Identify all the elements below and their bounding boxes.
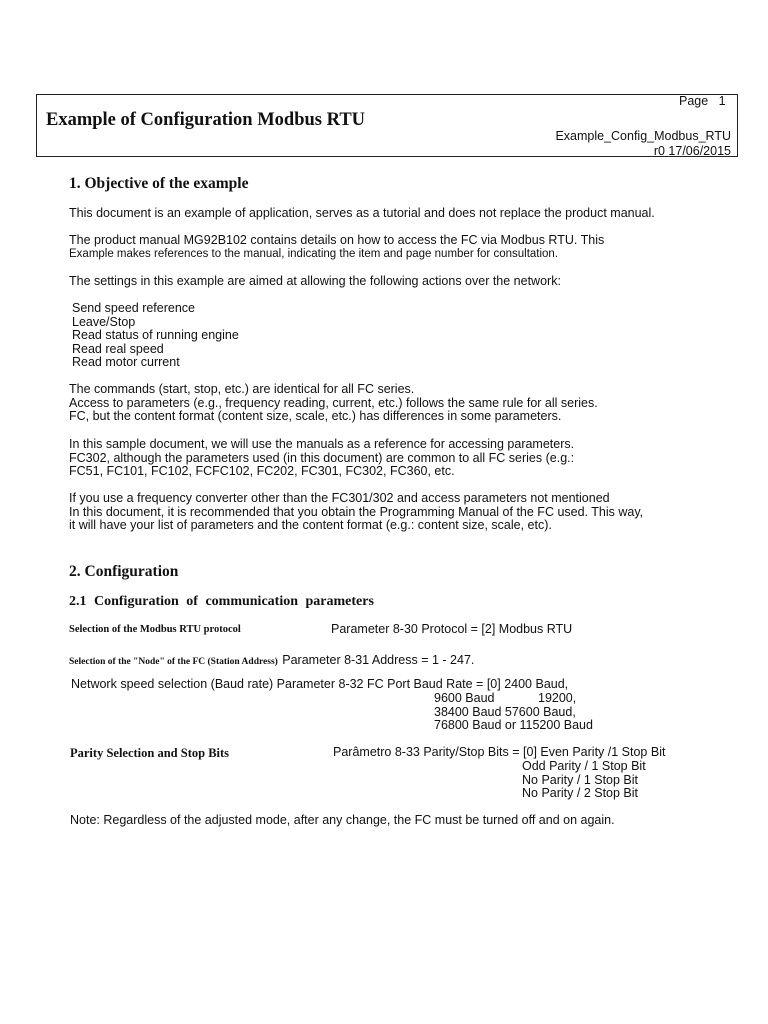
baud-rate-option: 9600 Baud <box>434 691 495 705</box>
document-title: Example of Configuration Modbus RTU <box>46 110 366 130</box>
subsection-heading: 2.1 Configuration of communication parameters <box>69 594 374 609</box>
list-item: Read status of running engine <box>72 328 239 342</box>
action-list <box>72 302 239 370</box>
parity-value: Parâmetro 8-33 Parity/Stop Bits = [0] Even Parity /1 Stop Bit <box>333 745 666 759</box>
note: Note: Regardless of the adjusted mode, after any change, the FC must be turned off and on again. <box>70 813 615 827</box>
list-item: Read real speed <box>72 341 164 356</box>
paragraph: This document is an example of application, serves as a tutorial and does not replace the product manual. <box>69 206 655 220</box>
baud-rate-option: 76800 Baud or 115200 Baud <box>434 718 593 732</box>
list-item: Send speed reference <box>72 301 196 315</box>
list-item: Read motor current <box>72 355 180 369</box>
baud-rate-line: Network speed selection (Baud rate) Parameter 8-32 FC Port Baud Rate = [0] 2400 Baud, <box>71 677 569 691</box>
protocol-label: Selection of the Modbus RTU protocol <box>69 624 241 635</box>
protocol-value: Parameter 8-30 Protocol = [2] Modbus RTU <box>331 622 573 636</box>
paragraph: The commands (start, stop, etc.) are identical for all FC series. Access to parameters (e.g., frequency reading, current, etc.) follows the same rule for all series. FC, but the content format (content size, scale, etc.) has differences in some parameters. <box>69 382 598 423</box>
page-number-label: Page 1 <box>679 94 726 108</box>
document-revision: r0 17/06/2015 <box>653 144 731 158</box>
paragraph: If you use a frequency converter other than the FC301/302 and access parameters not mentioned In this document, it is recommended that you obtain the Programming Manual of the FC used. This way, it will have your list of parameters and the content format (e.g.: content size, scale, etc). <box>69 491 644 532</box>
paragraph: In this sample document, we will use the manuals as a reference for accessing parameters. FC302, although the parameters used (in this document) are common to all FC series (e.g.: FC51, FC101, FC102, FCFC102, FC202, FC301, FC302, FC360, etc. <box>69 437 575 478</box>
baud-rate-option: 19200, <box>538 691 577 705</box>
parity-option: No Parity / 2 Stop Bit <box>522 786 639 800</box>
baud-rate-option: 38400 Baud 57600 Baud, <box>434 705 576 719</box>
paragraph: The product manual MG92B102 contains details on how to access the FC via Modbus RTU. This Example makes references to the manual, indicating the item and page number for consultation. <box>69 233 605 260</box>
section-heading-configuration: 2. Configuration <box>69 563 179 580</box>
parity-label: Parity Selection and Stop Bits <box>70 746 230 760</box>
node-value: Parameter 8-31 Address = 1 - 247. <box>282 653 475 667</box>
document-id: Example_Config_Modbus_RTU <box>555 129 731 143</box>
list-item: Leave/Stop <box>72 314 136 329</box>
parity-option: Odd Parity / 1 Stop Bit <box>522 759 646 773</box>
parity-option: No Parity / 1 Stop Bit <box>522 773 639 787</box>
section-heading-objective: 1. Objective of the example <box>69 175 249 192</box>
paragraph: The settings in this example are aimed at allowing the following actions over the network: <box>69 274 561 288</box>
node-row <box>69 651 474 669</box>
node-label: Selection of the "Node" of the FC (Station Address) <box>69 657 278 667</box>
